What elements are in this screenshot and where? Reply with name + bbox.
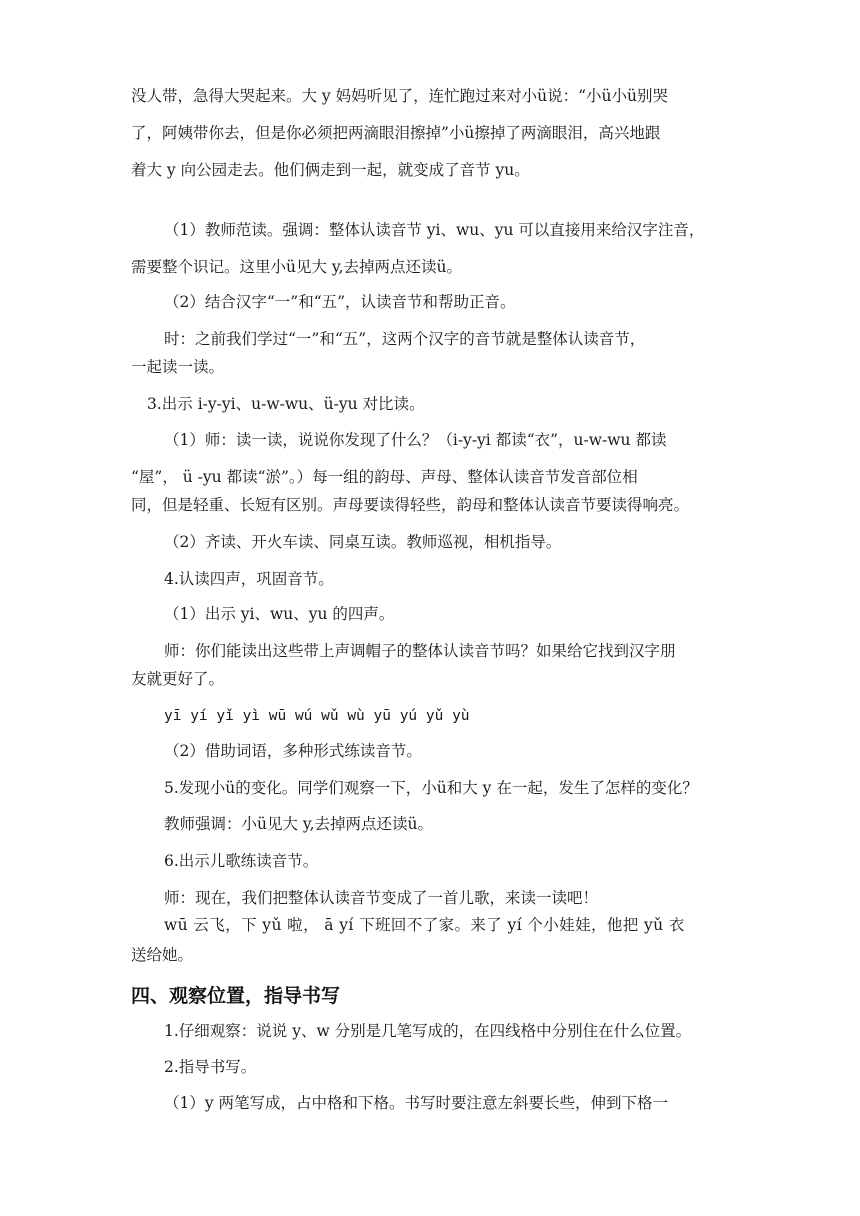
text-line: 同，但是轻重、长短有区别。声母要读得轻些，韵母和整体认读音节要读得响亮。 (131, 496, 690, 514)
nursery-rhyme-line: wū 云飞，下 yǔ 啦， ā yí 下班回不了家。来了 yí 个小娃娃，他把 yǔ 衣 (164, 916, 685, 934)
text-line: （1）y 两笔写成，占中格和下格。书写时要注意左斜要长些，伸到下格一 (164, 1094, 669, 1112)
text-line: （1）师：读一读，说说你发现了什么？（i-y-yi 都读“衣”，u-w-wu 都读 (164, 431, 667, 449)
text-line: 了，阿姨带你去，但是你必须把两滴眼泪擦掉”小ü擦掉了两滴眼泪，高兴地跟 (131, 124, 661, 142)
pinyin-tones-line: yī yí yǐ yì wū wú wǔ wù yū yú yǔ yù (164, 708, 470, 724)
text-line: 5.发现小ü的变化。同学们观察一下，小ü和大 y 在一起，发生了怎样的变化？ (164, 779, 698, 797)
text-line: 教师强调：小ü见大 y,去掉两点还读ü。 (164, 815, 434, 833)
text-line: 1.仔细观察：说说 y、w 分别是几笔写成的，在四线格中分别住在什么位置。 (164, 1022, 692, 1040)
text-line: 6.出示儿歌练读音节。 (164, 852, 319, 870)
text-line: （2）结合汉字“一”和“五”，认读音节和帮助正音。 (164, 293, 516, 311)
text-line: 时：之前我们学过“一”和“五”，这两个汉字的音节就是整体认读音节， (164, 330, 646, 348)
text-line: “屋”， ü -yu 都读“淤”。）每一组的韵母、声母、整体认读音节发音部位相 (131, 468, 638, 486)
text-line: 3.出示 i-y-yi、u-w-wu、ü-yu 对比读。 (147, 395, 425, 413)
text-line: （1）出示 yi、wu、yu 的四声。 (164, 605, 395, 623)
text-line: 师：现在，我们把整体认读音节变成了一首儿歌，来读一读吧！ (164, 889, 599, 907)
text-line: （1）教师范读。强调：整体认读音节 yi、wu、yu 可以直接用来给汉字注音， (164, 221, 705, 239)
text-line: 没人带，急得大哭起来。大 y 妈妈听见了，连忙跑过来对小ü说：“小ü小ü别哭 (131, 87, 668, 105)
text-line: 2.指导书写。 (164, 1058, 257, 1076)
text-line: 4.认读四声，巩固音节。 (164, 570, 334, 588)
text-line: 着大 y 向公园走去。他们俩走到一起，就变成了音节 yu。 (131, 161, 530, 179)
text-line: 一起读一读。 (131, 358, 225, 376)
section-heading: 四、观察位置，指导书写 (131, 985, 341, 1007)
text-line: 友就更好了。 (131, 670, 225, 688)
nursery-rhyme-line: 送给她。 (131, 946, 194, 964)
text-line: 需要整个识记。这里小ü见大 y,去掉两点还读ü。 (131, 258, 463, 276)
text-line: 师：你们能读出这些带上声调帽子的整体认读音节吗？如果给它找到汉字朋 (164, 642, 676, 660)
text-line: （2）借助词语，多种形式练读音节。 (164, 742, 422, 760)
text-line: （2）齐读、开火车读、同桌互读。教师巡视，相机指导。 (164, 533, 562, 551)
